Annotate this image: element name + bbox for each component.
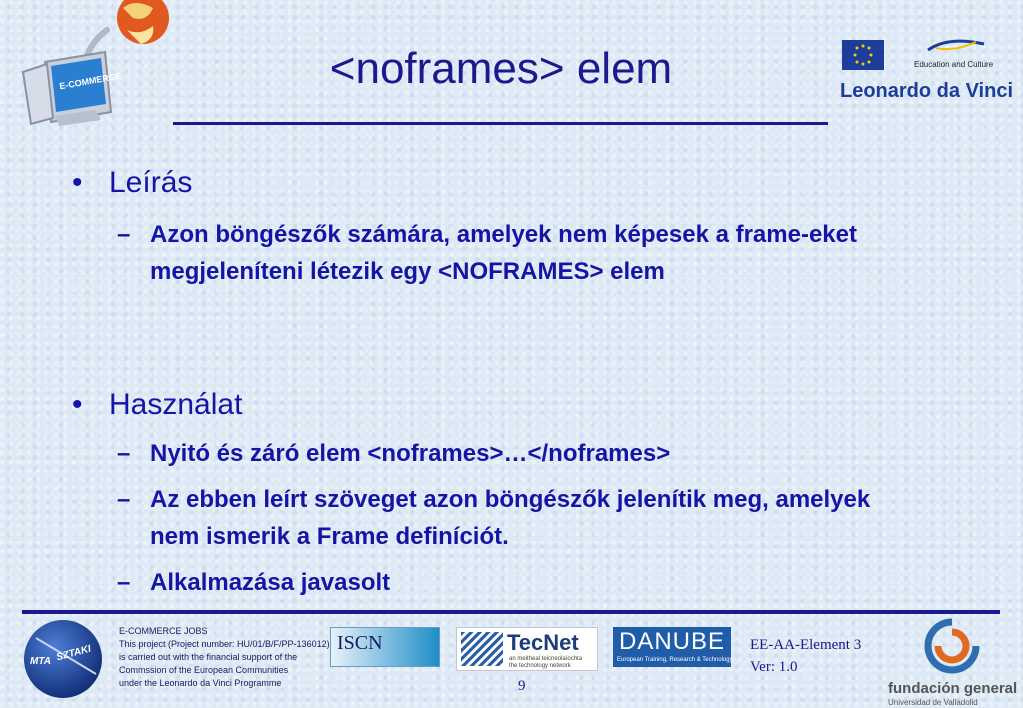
sub-item [117,481,917,555]
version-label: Ver: 1.0 [750,659,798,675]
footer-divider [22,610,1000,614]
project-line: Commssion of the European Communities [119,665,289,675]
sub-dash: – [117,486,131,513]
sub-dash: – [117,440,131,467]
education-culture-icon [926,36,986,56]
element-label: EE-AA-Element 3 [750,637,862,653]
project-line: E-COMMERCE JOBS [119,626,208,636]
project-info [119,625,330,690]
sztaki-left-label: MTA [30,656,51,667]
page-number: 9 [518,678,526,694]
tecnet-mark-icon [461,632,503,666]
universidad-label: Universidad de Valladolid [888,698,978,707]
project-line: is carried out with the financial support of the [119,652,298,662]
bullet-dot: • [72,166,83,199]
sub-item-text: Nyitó és záró elem <noframes>…</noframes> [150,440,671,467]
sub-dash: – [117,221,131,248]
tecnet-label: TecNet [507,630,579,655]
leonardo-label: Leonardo da Vinci [840,80,1013,102]
element-info [750,634,861,678]
project-line: This project (Project number: HU/01/B/F/PP-136012) [119,639,330,649]
sub-dash: – [117,569,131,596]
fundacion-label: fundación general [888,680,1018,697]
iscn-label: ISCN [337,632,383,654]
slide-title: <noframes> elem [329,44,673,93]
ecommerce-logo [15,0,170,130]
bullet-label: Leírás [109,166,193,199]
sub-item-text: Az ebben leírt szöveget azon böngészők jelenítik meg, amelyek nem ismerik a Frame definíciót. [150,486,871,550]
fundacion-swirl-icon [922,618,982,674]
sub-item [117,435,917,472]
tecnet-tagline-2: the technology network [509,663,571,669]
ecommerce-label: E-COMMERCE [58,70,122,92]
sztaki-logo [22,618,104,700]
tecnet-logo [456,627,598,671]
sub-item-text: Alkalmazása javasolt [150,569,391,596]
sub-item [117,564,917,601]
sub-item [117,216,917,290]
fundacion-logo [888,618,1022,708]
sub-item-text: Azon böngészők számára, amelyek nem képesek a frame-eket megjeleníteni létezik egy <NOFRAMES> elem [150,221,857,285]
iscn-logo [330,627,440,667]
sztaki-right-label: SZTAKI [55,643,93,664]
eu-caption: Education and Culture [914,60,994,69]
danube-tagline: European Training, Research & Technology [617,657,733,663]
eu-flag-icon [842,40,884,70]
danube-logo [613,627,731,667]
leonardo-logo [838,36,1022,108]
bullet-label: Használat [109,388,243,421]
bullet-dot: • [72,388,83,421]
project-line: under the Leonardo da Vinci Programme [119,678,282,688]
tecnet-tagline-1: an meitheal teicneolaíochta [509,656,583,662]
title-underline [173,122,828,125]
danube-label: DANUBE [619,628,726,655]
